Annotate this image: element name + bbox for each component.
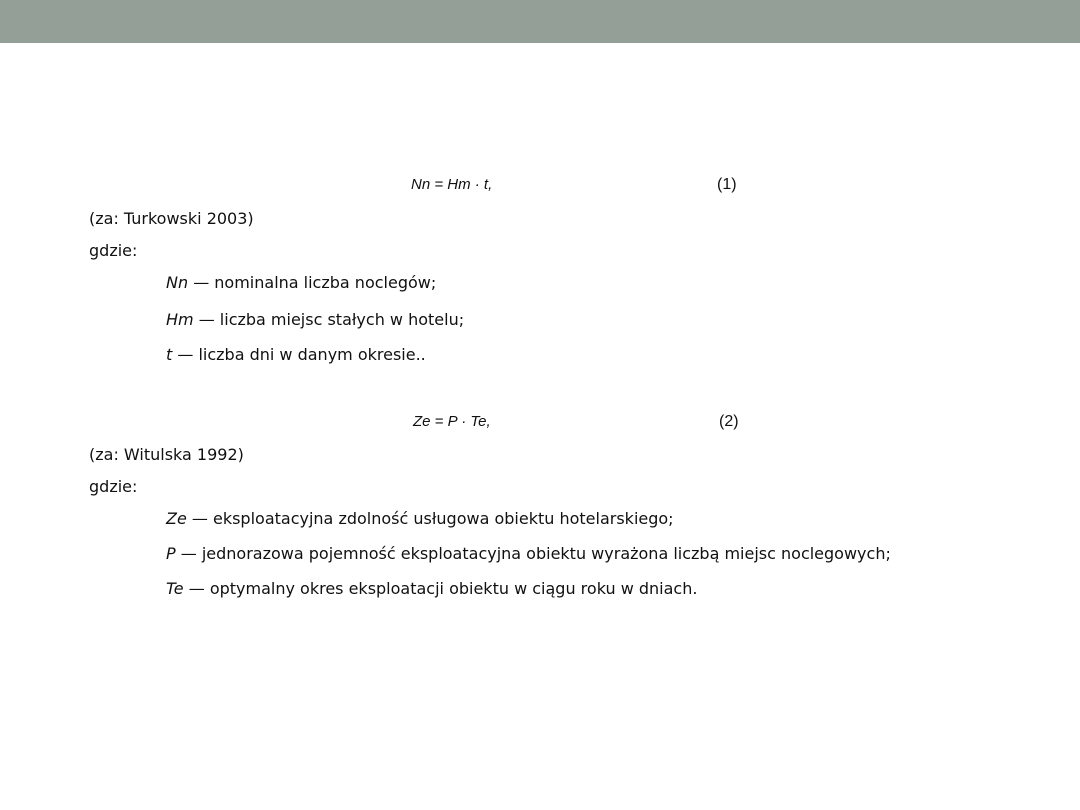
definition-text: — eksploatacyjna zdolność usługowa obiektu hotelarskiego; <box>186 509 674 528</box>
definition-text: — liczba miejsc stałych w hotelu; <box>193 310 465 329</box>
definition-te <box>166 579 697 599</box>
definition-text: — nominalna liczba noclegów; <box>188 273 437 292</box>
definition-symbol: Ze <box>166 509 187 528</box>
definition-p <box>166 544 891 564</box>
definition-ze <box>166 509 674 529</box>
definition-hm <box>166 310 464 330</box>
top-bar <box>0 0 1080 43</box>
definition-symbol: P <box>166 544 176 563</box>
definition-symbol: Nn <box>166 273 189 292</box>
formula-2-number: (2) <box>719 413 739 430</box>
definition-text: — jednorazowa pojemność eksploatacyjna obiektu wyrażona liczbą miejsc noclegowych; <box>175 544 891 563</box>
definition-symbol: t <box>166 345 173 364</box>
formula-2-source: (za: Witulska 1992) <box>89 445 244 464</box>
formula-2: Ze = P · Te, <box>413 413 491 430</box>
definition-symbol: Te <box>166 579 184 598</box>
definition-text: — liczba dni w danym okresie.. <box>172 345 426 364</box>
formula-1-where-label: gdzie: <box>89 241 138 260</box>
formula-1-source: (za: Turkowski 2003) <box>89 209 254 228</box>
definition-nn <box>166 273 436 293</box>
formula-2-where-label: gdzie: <box>89 477 138 496</box>
formula-1-number: (1) <box>717 176 737 193</box>
definition-symbol: Hm <box>166 310 194 329</box>
definition-t <box>166 345 426 365</box>
formula-1: Nn = Hm · t, <box>411 176 493 193</box>
definition-text: — optymalny okres eksploatacji obiektu w ciągu roku w dniach. <box>183 579 698 598</box>
